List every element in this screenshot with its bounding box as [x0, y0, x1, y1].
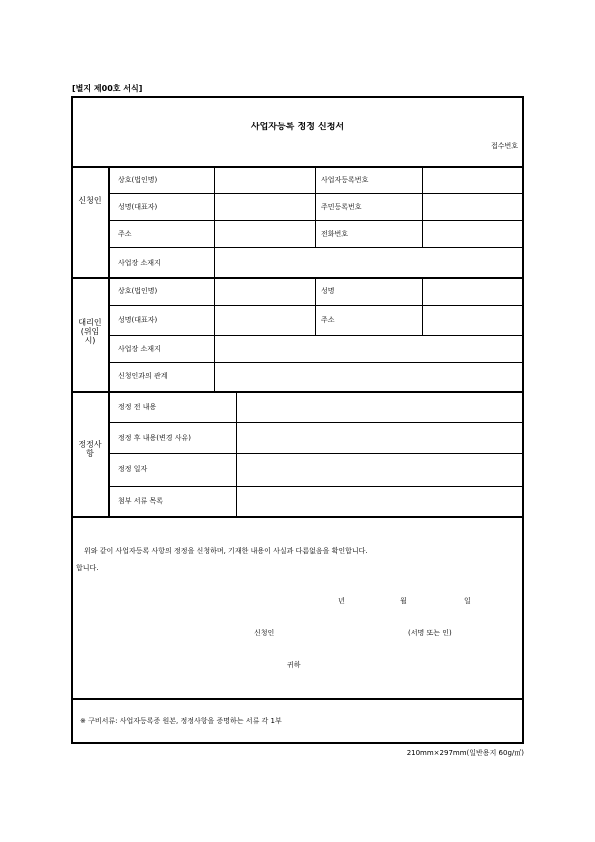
field-label: 주민등록번호	[321, 203, 362, 211]
section-change-label: 정정사항	[78, 440, 102, 458]
section-applicant-label: 신청인	[78, 196, 102, 205]
applicant-sign-label: 신청인	[254, 629, 275, 637]
divider	[71, 277, 524, 279]
field-label: 상호(법인명)	[118, 287, 158, 295]
form-code: [별지 제00호 서식]	[72, 84, 143, 93]
field-label: 성명(대표자)	[118, 203, 158, 211]
field-label: 첨부 서류 목록	[118, 497, 164, 505]
divider	[71, 166, 524, 168]
divider	[71, 391, 524, 393]
field-label: 사업장 소재지	[118, 345, 161, 353]
field-label: 정정 일자	[118, 465, 148, 473]
receipt-number-label: 접수번호	[490, 142, 518, 150]
field-label: 성명(대표자)	[118, 316, 158, 324]
field-label: 전화번호	[321, 230, 349, 238]
field-label: 정정 후 내용(변경 사유)	[118, 434, 191, 442]
footnote: ※ 구비서류: 사업자등록증 원본, 정정사항을 증명하는 서류 각 1부	[80, 717, 282, 725]
section-agent-label: 대리인(위임시)	[78, 318, 102, 345]
field-label: 주소	[321, 316, 335, 324]
signature-placeholder: (서명 또는 인)	[408, 629, 452, 637]
divider	[71, 516, 524, 518]
divider	[71, 698, 524, 700]
field-label: 신청인과의 관계	[118, 372, 168, 380]
field-label: 사업장 소재지	[118, 259, 161, 267]
date-day-label: 일	[464, 597, 471, 605]
form-title: 사업자등록 정정 신청서	[250, 122, 345, 132]
field-label: 주소	[118, 230, 132, 238]
date-year-label: 년	[338, 597, 345, 605]
field-label: 성명	[321, 287, 335, 295]
date-month-label: 월	[400, 597, 407, 605]
field-label: 정정 전 내용	[118, 403, 157, 411]
paper-size-note: 210mm×297mm(일반용지 60g/㎡)	[406, 749, 524, 757]
field-label: 상호(법인명)	[118, 176, 158, 184]
addressee-label: 귀하	[287, 661, 301, 669]
declaration-text: 위와 같이 사업자등록 사항의 정정을 신청하며, 기재한 내용이 사실과 다름없음을 확인합니다.	[84, 547, 368, 555]
field-label: 사업자등록번호	[321, 176, 369, 184]
declaration-text-cont: 합니다.	[76, 564, 99, 572]
